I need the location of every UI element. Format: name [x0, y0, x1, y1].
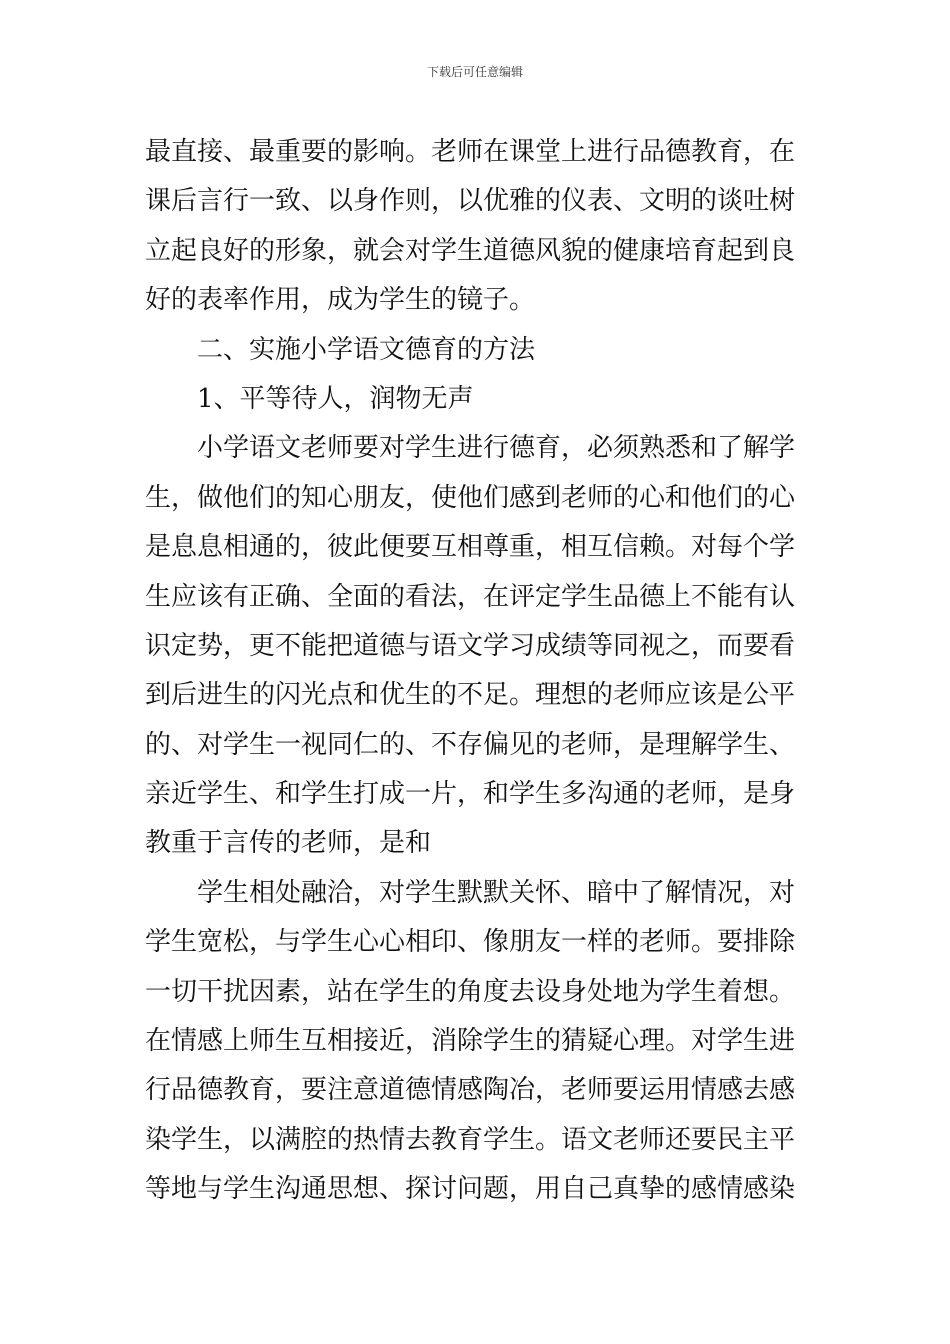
text-line: 识定势，更不能把道德与语文学习成绩等同视之，而要看 [145, 630, 796, 661]
text-line: 到后进生的闪光点和优生的不足。理想的老师应该是公平 [145, 680, 796, 711]
text-line: 最直接、最重要的影响。老师在课堂上进行品德教育，在 [145, 137, 796, 167]
text-line: 是息息相通的，彼此便要互相尊重，相互信赖。对每个学 [145, 532, 796, 563]
text-line: 课后言行一致、以身作则，以优雅的仪表、文明的谈吐树 [145, 186, 796, 217]
text-line: 染学生，以满腔的热情去教育学生。语文老师还要民主平 [145, 1124, 796, 1155]
text-line: 生应该有正确、全面的看法，在评定学生品德上不能有认 [145, 581, 796, 612]
text-line: 等地与学生沟通思想、探讨问题，用自己真挚的感情感染 [145, 1174, 796, 1205]
text-line: 好的表率作用，成为学生的镜子。 [145, 285, 536, 316]
text-line: 生，做他们的知心朋友，使他们感到老师的心和他们的心 [145, 482, 796, 513]
heading-line: 1、平等待人，润物无声 [197, 383, 474, 414]
text-line: 行品德教育，要注意道德情感陶冶，老师要运用情感去感 [145, 1075, 796, 1106]
text-line: 一切干扰因素，站在学生的角度去设身处地为学生着想。 [145, 976, 796, 1007]
section-heading [145, 326, 810, 375]
paragraph-3 [145, 869, 810, 1215]
text-line: 的、对学生一视同仁的、不存偏见的老师，是理解学生、 [145, 729, 796, 760]
text-line: 在情感上师生互相接近，消除学生的猜疑心理。对学生进 [145, 1026, 796, 1057]
text-line: 学生宽松，与学生心心相印、像朋友一样的老师。要排除 [145, 927, 796, 958]
text-line: 亲近学生、和学生打成一片，和学生多沟通的老师，是身 [145, 779, 796, 810]
text-line: 小学语文老师要对学生进行德育，必须熟悉和了解学 [197, 433, 796, 464]
text-line: 立起良好的形象，就会对学生道德风貌的健康培育起到良 [145, 235, 796, 266]
paragraph-2 [145, 424, 810, 869]
paragraph-1 [145, 128, 810, 326]
text-line: 学生相处融洽，对学生默默关怀、暗中了解情况，对 [197, 877, 796, 908]
subsection-heading [145, 375, 810, 424]
text-line: 教重于言传的老师，是和 [145, 828, 432, 859]
heading-line: 二、实施小学语文德育的方法 [197, 334, 536, 365]
page-header-note: 下载后可任意编辑 [426, 65, 523, 79]
document-body [145, 128, 810, 1215]
